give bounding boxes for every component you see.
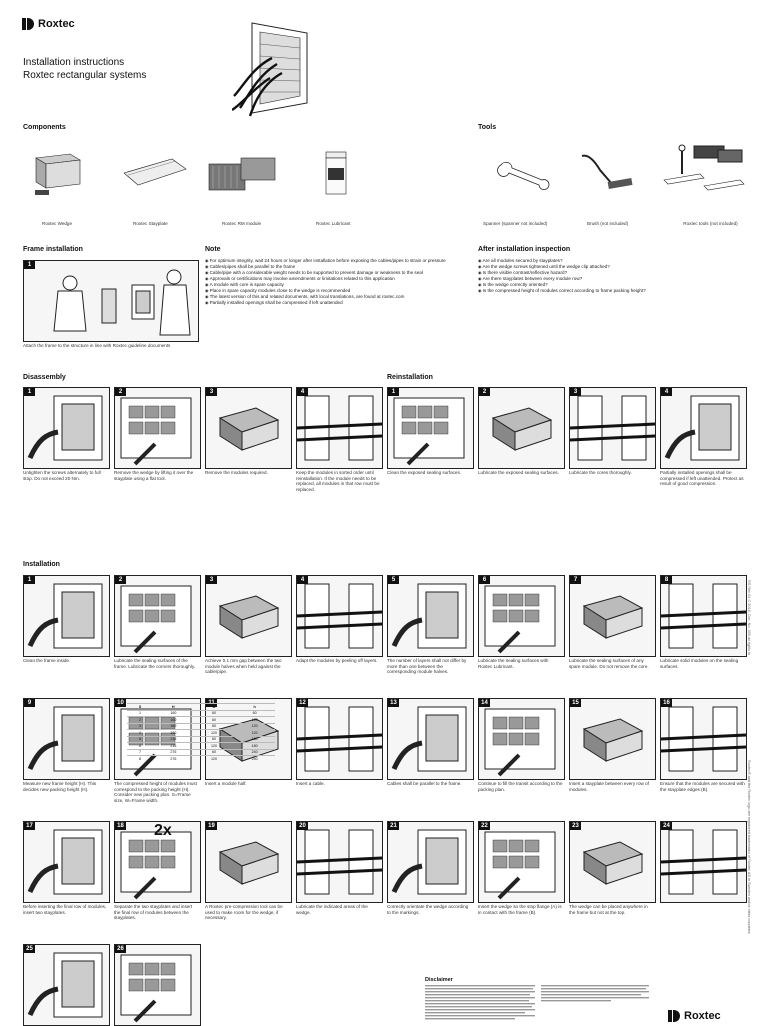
packing-table-cell: 60 [194, 723, 235, 730]
installation-step-caption: Clean the frame inside. [23, 658, 71, 663]
packing-table-header: S [127, 704, 153, 711]
note-item: ◉ Cable/pipe with a considerable weight needs to be supported to prevent damage or weakness to the seal [205, 270, 467, 276]
packing-table-cell: 276 [153, 749, 194, 756]
inspection-list [478, 258, 748, 294]
roxtec-logo-top [22, 18, 75, 30]
packing-table-cell: 240 [234, 749, 275, 756]
step-number: 11 [206, 699, 217, 707]
installation-step-illustration [479, 699, 564, 779]
installation-step-caption: Lubricate solid modules on the sealing surfaces. [660, 658, 739, 669]
step-number: 3 [206, 576, 217, 584]
step-number: 25 [24, 945, 35, 953]
packing-table-header: H [153, 704, 194, 711]
installation-step-panel [387, 698, 474, 780]
installation-step-illustration [24, 822, 109, 902]
packing-table-cell: 240 [234, 756, 275, 762]
reinstallation-step-panel [660, 387, 747, 469]
packing-table-cell: 120 [194, 743, 235, 750]
packing-table-cell: 5 [127, 736, 153, 743]
packing-table-cell: 2 [127, 717, 153, 724]
side-trademark-text: Roxtec® and the Roxtec logo are registered trademarks of Roxtec AB in Sweden and/or other countries [747, 760, 751, 934]
installation-step-panel [205, 821, 292, 903]
component-label-wedge: Roxtec Wedge [42, 221, 73, 226]
installation-heading: Installation [23, 561, 60, 568]
disassembly-heading: Disassembly [23, 374, 66, 381]
installation-step-panel [296, 821, 383, 903]
installation-step-illustration [297, 822, 382, 902]
installation-step-caption: Achieve 0.1 mm gap between the two module halves when held against the cable/pipe. [205, 658, 282, 675]
disassembly-step-illustration [206, 388, 291, 468]
installation-step-illustration [297, 699, 382, 779]
inspection-item: ◉ Is there visible contrast/reflective hazard? [478, 270, 748, 276]
packing-table-cell: 4 [127, 730, 153, 737]
disassembly-step-illustration [297, 388, 382, 468]
step-number: 22 [479, 822, 490, 830]
frame-installation-caption: Attach the frame to the structure in line with Roxtec guideline documents [23, 343, 171, 348]
installation-step-caption: Before inserting the final row of modules, insert two stayplates. [23, 904, 107, 915]
installation-step-caption: Insert a module half. [205, 781, 247, 786]
reinstallation-step-panel [387, 387, 474, 469]
step-number: 12 [297, 699, 308, 707]
disclaimer-text-block [425, 985, 650, 1021]
wedge-illustration [30, 148, 85, 198]
packing-table-cell: 160 [153, 717, 194, 724]
installation-step-panel [569, 821, 656, 903]
note-item: ◉ Place in spare capacity modules close to the wedge is recommended [205, 288, 467, 294]
document-title [23, 56, 146, 82]
title-line-1: Installation instructions [23, 57, 125, 68]
inspection-item: ◉ Are there stayplates between every module row? [478, 276, 748, 282]
disassembly-step-caption: Remove the wedge by lifting it over the stayplate using a flat tool. [114, 470, 194, 481]
packing-table-cell: 160 [153, 730, 194, 737]
installation-step-caption: Lubricate the sealing surfaces of any spare module. Do not remove the core. [569, 658, 649, 669]
step-number: 18 [115, 822, 126, 830]
installation-step-panel [114, 944, 201, 1026]
step-number: 4 [297, 388, 308, 396]
disassembly-step-panel [296, 387, 383, 469]
packing-table-cell: 8 [127, 756, 153, 762]
installation-step-caption: Measure new frame height (H). This decides new packing height (H). [23, 781, 97, 792]
step-number: 16 [661, 699, 672, 707]
packing-table-cell: 276 [153, 756, 194, 762]
note-heading: Note [205, 246, 221, 253]
component-label-stayplate: Roxtec Stayplate [133, 221, 168, 226]
installation-step-panel [660, 698, 747, 780]
installation-step-caption: Insert the wedge so the stop flange (A) is in contact with the frame (B). [478, 904, 562, 915]
disassembly-step-panel [205, 387, 292, 469]
step-number: 23 [570, 822, 581, 830]
components-heading: Components [23, 124, 66, 131]
step17-overlay-label: 2x [154, 822, 172, 839]
step-number: 10 [115, 699, 126, 707]
note-item: ◉ Partially installed openings shall be compressed if left unattended [205, 300, 467, 306]
reinstallation-step-caption: Lubricate the exposed sealing surfaces. [478, 470, 559, 475]
packing-table-cell: 60 [194, 717, 235, 724]
installation-step-illustration [479, 822, 564, 902]
packing-table-cell: 180 [234, 736, 275, 743]
step-number: 24 [661, 822, 672, 830]
installation-step-caption: The compressed height of modules must correspond to the packing height (H). Consider new packing plan. S=Frame size, W=Frame width. [114, 781, 197, 803]
installation-step-panel [205, 575, 292, 657]
packing-table-cell: 216 [153, 736, 194, 743]
installation-step-caption: A Roxtec pre-compression tool can be used to make room for the wedge, if necessary. [205, 904, 283, 921]
reinstallation-step-illustration [661, 388, 746, 468]
reinstallation-step-illustration [479, 388, 564, 468]
installation-step-caption: Cables shall be parallel to the frame. [387, 781, 462, 786]
note-item: ◉ Cables/pipes shall be parallel to the frame [205, 264, 467, 270]
packing-table-cell: 160 [153, 710, 194, 717]
packing-table-cell: 180 [234, 743, 275, 750]
disassembly-step-illustration [24, 388, 109, 468]
packing-table-cell: 1 [127, 710, 153, 717]
packing-table [127, 703, 275, 762]
packing-table-cell: 60 [194, 710, 235, 717]
packing-table-cell: 120 [194, 730, 235, 737]
stayplate-illustration [120, 155, 190, 190]
step-number: 26 [115, 945, 126, 953]
installation-step-caption: Ensure that the modules are secured with the stayplate edges (B). [660, 781, 745, 792]
brush-icon [578, 150, 638, 195]
inspection-item: ◉ Are the wedge screws tightened until the wedge clip attached? [478, 264, 748, 270]
installation-step-panel [387, 821, 474, 903]
reinstallation-step-caption: Lubricate the cores thoroughly. [569, 470, 632, 475]
tool-label-roxtec-tools: Roxtec tools (not included) [683, 221, 738, 226]
disassembly-step-panel [23, 387, 110, 469]
roxtec-tools-icon [660, 140, 755, 200]
installation-step-illustration [388, 822, 473, 902]
step-number: 17 [24, 822, 35, 830]
reinstallation-step-panel [478, 387, 565, 469]
installation-step-illustration [115, 576, 200, 656]
step-number: 21 [388, 822, 399, 830]
step-number: 2 [115, 388, 126, 396]
component-label-lubricant: Roxtec Lubricant [316, 221, 351, 226]
installation-step-illustration [570, 576, 655, 656]
installation-step-caption: Adapt the modules by peeling off layers. [296, 658, 378, 663]
installation-step-caption: The wedge can be placed anywhere in the frame but not at the top. [569, 904, 648, 915]
step-number: 15 [570, 699, 581, 707]
spanner-icon [495, 155, 555, 195]
hero-transit-illustration [232, 18, 322, 118]
step-number: 8 [661, 576, 672, 584]
installation-step-panel [23, 944, 110, 1026]
roxtec-mark-icon [22, 18, 34, 30]
step-number: 2 [115, 576, 126, 584]
step-number: 14 [479, 699, 490, 707]
disassembly-step-illustration [115, 388, 200, 468]
installation-step-illustration [297, 576, 382, 656]
note-list [205, 258, 467, 306]
step-number: 3 [570, 388, 581, 396]
installation-step-caption: Insert a cable. [296, 781, 325, 786]
note-item: ◉ Approvals or certifications may involve amendments or limitations related to this application [205, 276, 467, 282]
installation-step-panel [23, 575, 110, 657]
tools-heading: Tools [478, 124, 497, 131]
disassembly-step-caption: Untighten the screws alternately to full stop. Do not exceed 20 Nm. [23, 470, 101, 481]
installation-step-panel [23, 698, 110, 780]
packing-table-wrapper [127, 703, 275, 762]
inspection-item: ◉ Is the compressed height of modules correct according to frame packing height? [478, 288, 748, 294]
reinstallation-heading: Reinstallation [387, 374, 433, 381]
packing-table-cell: 60 [234, 710, 275, 717]
step-number: 20 [297, 822, 308, 830]
inspection-item: ◉ Are all modules secured by stayplates? [478, 258, 748, 264]
step-number: 1 [388, 388, 399, 396]
tool-label-spanner: Spanner (spanner not included) [483, 221, 548, 226]
frame-installation-panel [23, 260, 199, 342]
rm-module-illustration [207, 150, 282, 195]
installation-step-illustration [24, 945, 109, 1025]
step-number: 3 [206, 388, 217, 396]
installation-step-panel [296, 698, 383, 780]
installation-step-caption: Continue to fill the transit according to the packing plan. [478, 781, 563, 792]
brand-name: Roxtec [38, 18, 75, 30]
packing-table-cell: 7 [127, 749, 153, 756]
note-item: ◉ For optimum integrity, wait 24 hours or longer after installation before exposing the cables/pipes to strain or pressure [205, 258, 467, 264]
step-number: 9 [24, 699, 35, 707]
brand-name-bottom: Roxtec [684, 1010, 721, 1022]
note-item: ◉ A module with core is spare capacity [205, 282, 467, 288]
side-doc-number: RS Rev 04 © 2016, Doc. No. 000 all rights in [747, 580, 751, 656]
installation-step-illustration [388, 576, 473, 656]
installation-step-illustration [24, 576, 109, 656]
reinstallation-step-panel [569, 387, 656, 469]
packing-table-cell: 120 [234, 723, 275, 730]
step-number: 4 [661, 388, 672, 396]
step-number: 19 [206, 822, 217, 830]
packing-table-cell: 216 [153, 743, 194, 750]
component-label-module: Roxtec RM module [222, 221, 262, 226]
installation-step-panel [23, 821, 110, 903]
installation-step-caption: Lubricate the indicated areas of the wedge. [296, 904, 368, 915]
disclaimer-heading: Disclaimer [425, 977, 453, 983]
packing-table-cell: 120 [194, 756, 235, 762]
installation-step-caption: Lubricate the sealing surfaces with Roxtec Lubricant. [478, 658, 549, 669]
reinstallation-step-caption: Partially installed openings shall be compressed if left unattended. Protect as result of good compression. [660, 470, 744, 487]
title-line-2: Roxtec rectangular systems [23, 70, 147, 81]
step-number: 1 [24, 261, 35, 269]
installation-step-illustration [115, 945, 200, 1025]
step-number: 4 [297, 576, 308, 584]
packing-table-cell: 120 [234, 730, 275, 737]
installation-step-panel [478, 575, 565, 657]
packing-table-row [127, 756, 275, 762]
step-number: 6 [479, 576, 490, 584]
step-number: 7 [570, 576, 581, 584]
installation-step-illustration [661, 699, 746, 779]
installation-step-illustration [206, 576, 291, 656]
installation-step-caption: Correctly orientate the wedge according to the markings. [387, 904, 469, 915]
installation-step-panel [660, 821, 747, 903]
installation-step-panel [387, 575, 474, 657]
step-number: 13 [388, 699, 399, 707]
installation-step-panel [296, 575, 383, 657]
packing-table-cell: 60 [194, 749, 235, 756]
frame-installation-heading: Frame installation [23, 246, 83, 253]
reinstallation-step-illustration [570, 388, 655, 468]
installation-step-caption: Separate the two stayplates and insert the final row of modules between the stayplates. [114, 904, 193, 921]
roxtec-logo-bottom [668, 1010, 721, 1022]
installation-step-caption: The number of layers shall not differ by more than one between the corresponding module halves. [387, 658, 467, 675]
reinstallation-step-caption: Clean the exposed sealing surfaces. [387, 470, 462, 475]
installation-step-illustration [661, 822, 746, 902]
installation-step-illustration [661, 576, 746, 656]
step-number: 1 [24, 388, 35, 396]
disassembly-step-panel [114, 387, 201, 469]
installation-step-panel [569, 575, 656, 657]
inspection-item: ◉ Is the wedge correctly oriented? [478, 282, 748, 288]
installation-step-illustration [479, 576, 564, 656]
installation-step-panel [478, 821, 565, 903]
installation-step-illustration [24, 699, 109, 779]
installation-step-caption: Insert a stayplate between every row of modules. [569, 781, 649, 792]
installation-step-panel [660, 575, 747, 657]
packing-table-cell: 120 [234, 717, 275, 724]
step-number: 1 [24, 576, 35, 584]
disassembly-step-caption: Remove the modules required. [205, 470, 268, 475]
inspection-heading: After installation inspection [478, 246, 571, 253]
disassembly-step-caption: Keep the modules in sorted order until reinstallation. If the module needs to be replaced, all modules in that row must be replaced. [296, 470, 380, 492]
installation-step-illustration [570, 822, 655, 902]
packing-table-cell: 3 [127, 723, 153, 730]
note-item: ◉ The latest version of this and related documents, with local translations, are found at roxtec.com [205, 294, 467, 300]
step-number: 5 [388, 576, 399, 584]
step-number: 2 [479, 388, 490, 396]
roxtec-mark-icon [668, 1010, 680, 1022]
packing-table-cell: 160 [153, 723, 194, 730]
packing-table-cell: 6 [127, 743, 153, 750]
packing-table-header: h [234, 704, 275, 711]
installation-step-panel [569, 698, 656, 780]
installation-step-panel [478, 698, 565, 780]
installation-step-illustration [206, 822, 291, 902]
frame-installation-illustration [24, 261, 198, 341]
tool-label-brush: Brush (not included) [587, 221, 629, 226]
lubricant-illustration [320, 148, 352, 198]
packing-table-header: W [194, 704, 235, 711]
packing-table-cell: 60 [194, 736, 235, 743]
installation-step-caption: Lubricate the sealing surfaces of the frame. Lubricate the corners thoroughly. [114, 658, 196, 669]
reinstallation-step-illustration [388, 388, 473, 468]
installation-step-illustration [570, 699, 655, 779]
installation-step-panel [114, 575, 201, 657]
installation-step-illustration [388, 699, 473, 779]
